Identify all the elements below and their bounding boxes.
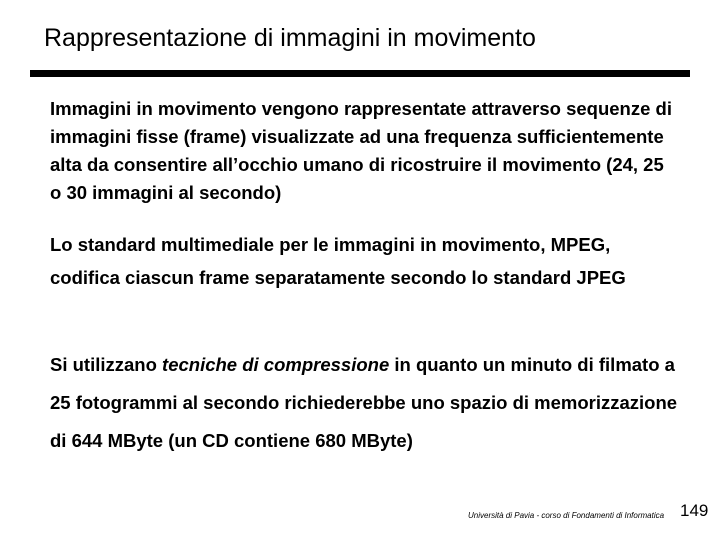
- paragraph-mpeg-standard: Lo standard multimediale per le immagini in movimento, MPEG, codifica ciascun frame separatamente secondo lo standard JPEG: [50, 234, 626, 288]
- slide-title: Rappresentazione di immagini in movimento: [44, 24, 536, 52]
- paragraph-moving-images: Immagini in movimento vengono rappresentate attraverso sequenze di immagini fisse (frame) visualizzate ad una frequenza sufficientemente alta da consentire all’occhio umano di ricostruire il movimento (24, 25 o 30 immagini al secondo): [50, 98, 672, 203]
- paragraph-compression-end: in quanto un minuto di filmato a 25 fotogrammi al secondo richiederebbe uno spazio di memorizzazione di 644 MByte (un CD contiene 680 MByte): [50, 354, 678, 451]
- compression-techniques-emphasis: tecniche di compressione: [162, 354, 390, 375]
- page-number: 149: [680, 501, 709, 520]
- title-divider: [30, 70, 690, 77]
- footer-course-note: Università di Pavia - corso di Fondamenti di Informatica: [468, 511, 665, 520]
- paragraph-compression-start: Si utilizzano: [50, 354, 163, 375]
- paragraph-compression: [50, 346, 680, 460]
